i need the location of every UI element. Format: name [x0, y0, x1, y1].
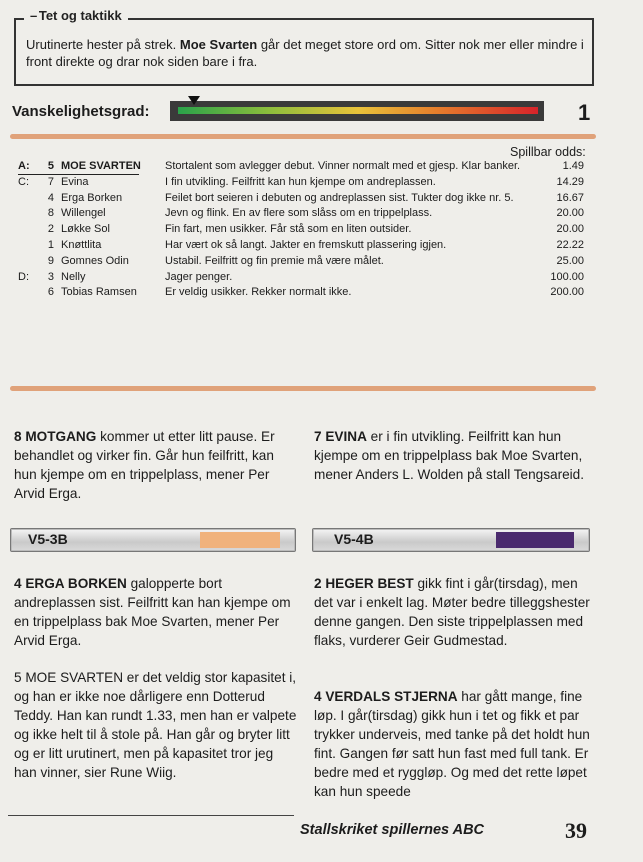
horse-odds: 100.00 [550, 270, 584, 283]
horse-odds: 16.67 [556, 191, 584, 204]
horse-comment: Fin fart, men usikker. Får stå som en liten outsider. [165, 223, 412, 236]
horse-row [18, 254, 584, 270]
horse-name: Tobias Ramsen [61, 286, 137, 299]
horse-number: 8 [47, 207, 54, 220]
horse-odds: 22.22 [556, 238, 584, 251]
horse-row [18, 222, 584, 238]
horse-name: Løkke Sol [61, 223, 110, 236]
horse-number: 4 [47, 191, 54, 204]
horse-number: 1 [47, 238, 54, 251]
horse-number: 3 [47, 270, 54, 283]
horse-odds: 1.49 [562, 160, 584, 172]
difficulty-label: Vanskelighetsgrad: [12, 103, 150, 120]
horse-comment: Jevn og flink. En av flere som slåss om en trippelplass. [165, 207, 433, 220]
horse-row [18, 270, 584, 286]
left-paragraph-2: 4 ERGA BORKEN galopperte bort andreplassen sist. Feilfritt kan han kjempe om en trippelplass bak Moe Svarten, mener Per Arvid Erga. [14, 576, 291, 648]
horse-odds: 20.00 [556, 207, 584, 220]
horse-odds: 25.00 [556, 254, 584, 267]
horse-name: Evina [61, 175, 89, 188]
right-paragraph-2: 2 HEGER BEST gikk fint i går(tirsdag), men det var i enkelt lag. Møter bedre tilleggshester denne gangen. Den siste trippelplassen med flaks, vurderer Geir Gudmestad. [314, 576, 590, 648]
right-paragraph-3: 4 VERDALS STJERNA har gått mange, fine løp. I går(tirsdag) gikk hun i tet og fikk et par trykker underveis, med tanke på det holdt hun fint. Gangen før satt hun fast med full tank. Er bedre med et ryggløp. Og med det rette løpet kan hun speede [314, 689, 590, 799]
left-paragraph-1: 8 MOTGANG kommer ut etter litt pause. Er behandlet og virker fin. Går hun feilfritt, kan hun kjempe om en trippelplass, mener Per Arvid Erga. [14, 429, 275, 501]
horse-number: 2 [47, 223, 54, 236]
horse-name: MOE SVARTEN [61, 160, 141, 172]
footer-title: Stallskriket spillernes ABC [300, 822, 485, 838]
v5-3b-color-swatch [200, 532, 280, 548]
odds-table [18, 159, 584, 301]
horse-row [18, 159, 584, 175]
horse-name: Willengel [61, 207, 106, 220]
v5-4b-color-swatch [496, 532, 574, 548]
horse-name: Erga Borken [61, 191, 123, 204]
horse-comment: Er veldig usikker. Rekker normalt ikke. [165, 286, 352, 299]
tet-og-taktikk-text: Urutinerte hester på strek. Moe Svarten går det meget store ord om. Sitter nok mer eller mindre i front direkte og drar nok siden bare i fra. [26, 37, 584, 69]
horse-row [18, 206, 584, 222]
horse-row [18, 175, 584, 191]
horse-comment: Jager penger. [165, 270, 233, 283]
horse-name: Nelly [61, 270, 86, 283]
horse-comment: Stortalent som avlegger debut. Vinner normalt med et gjesp. Klar banker. [165, 160, 521, 172]
right-paragraph-1: 7 EVINA er i fin utvikling. Feilfritt kan hun kjempe om en trippelplass bak Moe Svarten, mener Anders L. Wolden på stall Tengsareid. [314, 429, 585, 482]
v5-3b-label: V5-3B [28, 531, 68, 547]
difficulty-bar [178, 107, 538, 114]
footer-rule [8, 815, 294, 816]
horse-number: 9 [47, 254, 54, 267]
horse-comment: Ustabil. Feilfritt og fin premie må være målet. [165, 254, 384, 267]
tet-og-taktikk-title: – Tet og taktikk [24, 8, 128, 23]
odds-header: Spillbar odds: [510, 145, 586, 159]
horse-comment: Feilet bort seieren i debuten og andreplassen sist. Tukter dog ikke nr. 5. [165, 191, 514, 204]
horse-number: 6 [47, 286, 54, 299]
horse-odds: 20.00 [556, 223, 584, 236]
horse-row [18, 238, 584, 254]
horse-comment: Har vært ok så langt. Jakter en fremskutt plassering igjen. [165, 238, 447, 251]
horse-mark: C: [18, 175, 29, 188]
difficulty-marker-icon [188, 96, 200, 105]
horse-odds: 14.29 [556, 175, 584, 188]
divider-middle [10, 386, 596, 391]
horse-number: 5 [47, 160, 54, 172]
horse-number: 7 [47, 175, 54, 188]
horse-mark: D: [18, 270, 29, 283]
horse-row [18, 191, 584, 207]
horse-odds: 200.00 [550, 286, 584, 299]
v5-4b-label: V5-4B [334, 531, 374, 547]
horse-name: Knøttlita [61, 238, 102, 251]
horse-name: Gomnes Odin [61, 254, 129, 267]
page-number: 39 [565, 818, 587, 843]
horse-comment: I fin utvikling. Feilfritt kan hun kjempe om andreplassen. [165, 175, 436, 188]
horse-row [18, 285, 584, 301]
horse-mark: A: [18, 160, 30, 172]
left-paragraph-3: 5 MOE SVARTEN er det veldig stor kapasitet i, og han er ikke noe dårligere enn Dotterud Teddy. Han kan rundt 1.33, men han er valpete og ikke helt til å stole på. Han går og bryter litt og er litt urutinert, men på kapasitet tror jeg han vinner, sier Rune Wiig. [14, 670, 297, 780]
difficulty-value: 1 [578, 100, 591, 125]
divider-top [10, 134, 596, 139]
